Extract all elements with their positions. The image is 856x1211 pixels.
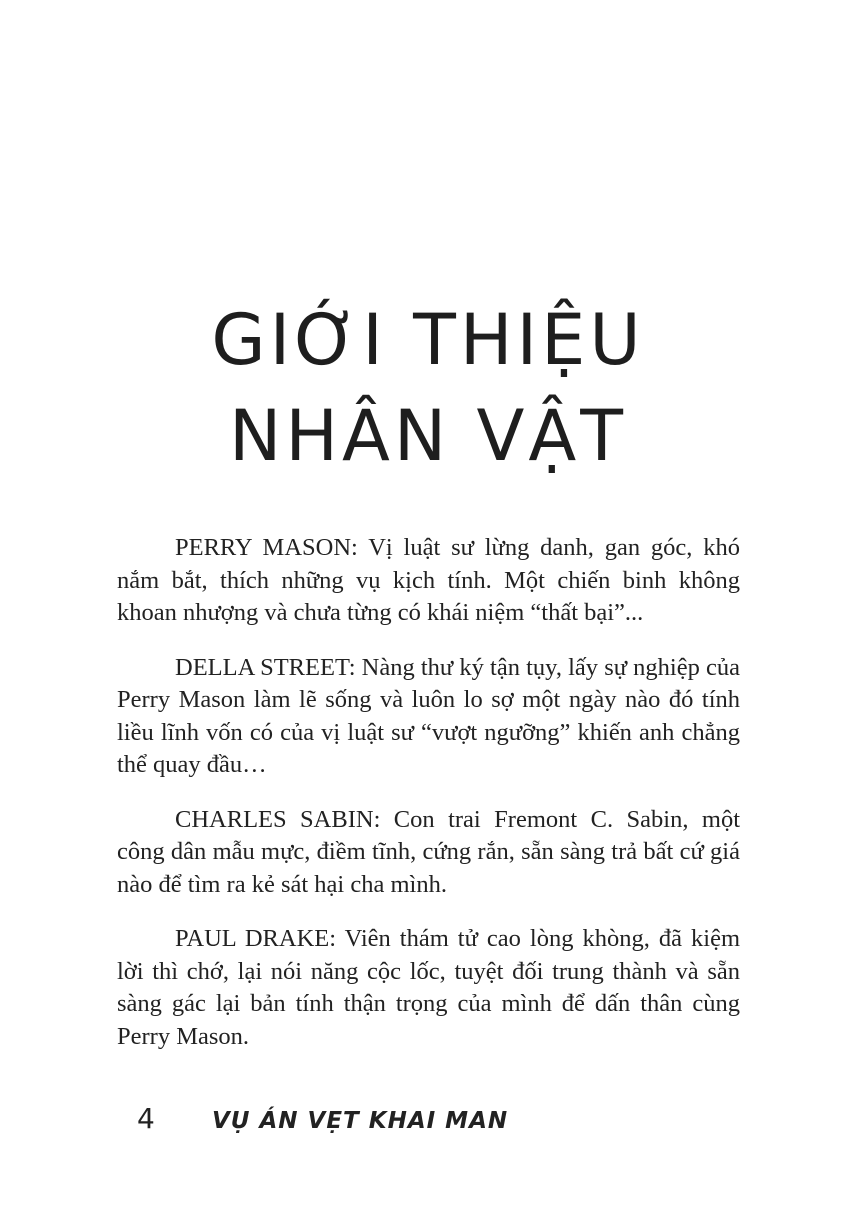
chapter-title (0, 292, 856, 484)
chapter-title-line-1: GIỚI THIỆU (211, 299, 645, 381)
page-number: 4 (137, 1102, 155, 1135)
character-entry-della-street: DELLA STREET: Nàng thư ký tận tụy, lấy sự nghiệp của Perry Mason làm lẽ sống và luôn lo sợ một ngày nào đó tính liều lĩnh vốn có của vị luật sư “vượt ngưỡng” khiến anh chẳng thể quay đầu… (117, 653, 740, 778)
chapter-title-line-2: NHÂN VẬT (228, 395, 628, 477)
character-entry-perry-mason: PERRY MASON: Vị luật sư lừng danh, gan góc, khó nắm bắt, thích những vụ kịch tính. Một chiến binh không khoan nhượng và chưa từng có khái niệm “thất bại”... (117, 534, 740, 626)
character-entry-charles-sabin: CHARLES SABIN: Con trai Fremont C. Sabin, một công dân mẫu mực, điềm tĩnh, cứng rắn, sẵn sàng trả bất cứ giá nào để tìm ra kẻ sát hại cha mình. (117, 805, 740, 898)
running-book-title: VỤ ÁN VẸT KHAI MAN (212, 1108, 509, 1134)
character-entry-paul-drake: PAUL DRAKE: Viên thám tử cao lòng khòng, đã kiệm lời thì chớ, lại nói năng cộc lốc, tuyệt đối trung thành và sẵn sàng gác lại bản tính thận trọng của mình để dấn thân cùng Perry Mason. (117, 925, 740, 1050)
character-list (117, 532, 740, 1075)
